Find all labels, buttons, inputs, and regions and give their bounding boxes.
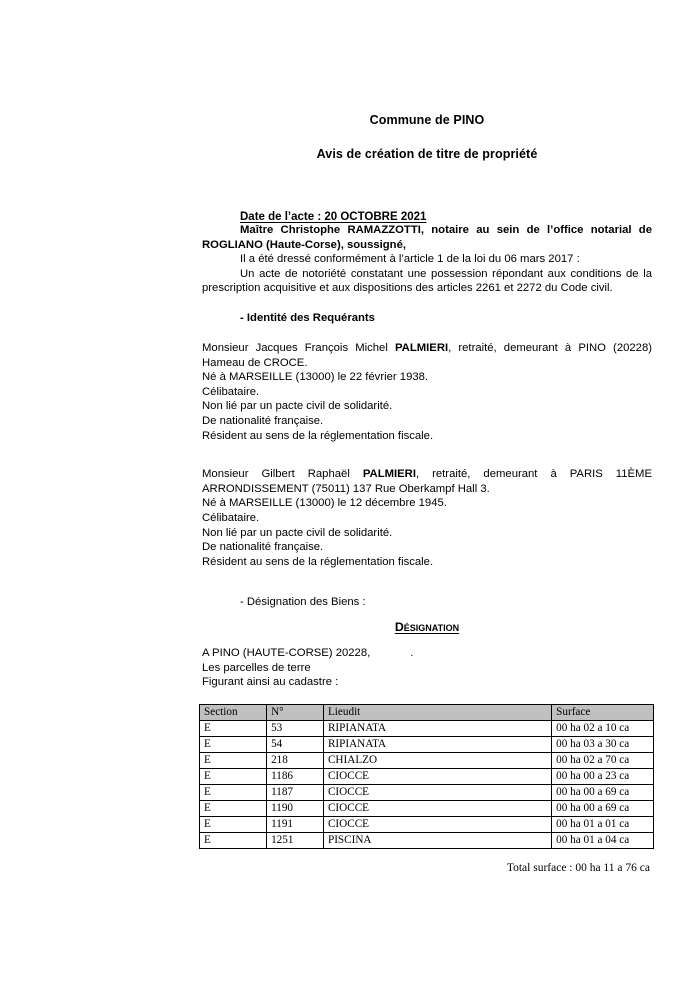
cell-section: E (200, 785, 267, 801)
acte-date-text: Date de l’acte : 20 OCTOBRE 2021 (240, 211, 427, 223)
document-content (202, 0, 652, 874)
requerant-1-identity (202, 341, 652, 370)
column-header-numero: N° (267, 705, 324, 721)
requerant-2-intro: Monsieur Gilbert Raphaël (202, 468, 363, 481)
cell-numero: 1186 (267, 769, 324, 785)
page-title-avis: Avis de création de titre de propriété (316, 147, 538, 161)
column-header-section: Section (200, 705, 267, 721)
column-header-lieudit: Lieudit (323, 705, 551, 721)
cadastre-table-wrapper (199, 704, 652, 849)
cell-section: E (200, 737, 267, 753)
table-header-row (200, 705, 654, 721)
requerant-1-surname: PALMIERI (394, 341, 449, 354)
requerant-1-details: , retraité, demeurant à PINO (20228) Hameau de CROCE. (202, 341, 652, 369)
cell-numero: 54 (267, 737, 324, 753)
requerant-2-line: De nationalité française. (202, 541, 324, 554)
requerant-2-line: Résident au sens de la réglementation fiscale. (202, 555, 434, 568)
designation-body (202, 646, 652, 690)
table-row (200, 737, 654, 753)
identite-requerants-heading: - Identité des Requérants (240, 311, 375, 324)
designation-heading-text: Désignation (394, 620, 460, 635)
table-row (200, 817, 654, 833)
requerant-1-line: Non lié par un pacte civil de solidarité. (202, 400, 393, 413)
cell-numero: 1187 (267, 785, 324, 801)
table-row (200, 769, 654, 785)
cell-lieudit: CHIALZO (323, 753, 551, 769)
table-row (200, 721, 654, 737)
cell-numero: 1190 (267, 801, 324, 817)
requerant-2-surname: PALMIERI (362, 468, 416, 481)
cell-surface: 00 ha 00 a 69 ca (552, 801, 654, 817)
designation-biens-label: - Désignation des Biens : (240, 596, 366, 609)
designation-location-line (202, 646, 652, 661)
cadastre-table-head (200, 705, 654, 721)
requerant-1-line: De nationalité française. (202, 414, 324, 427)
cell-numero: 1251 (267, 833, 324, 849)
column-header-surface: Surface (552, 705, 654, 721)
page-title-commune: Commune de PINO (369, 113, 485, 127)
requerant-2-identity (202, 467, 652, 496)
requerant-2-details: , retraité, demeurant à PARIS 11ÈME ARRONDISSEMENT (75011) 137 Rue Oberkampf Hall 3. (202, 468, 653, 495)
cell-numero: 1191 (267, 817, 324, 833)
designation-location-text: A PINO (HAUTE-CORSE) 20228, (202, 647, 371, 660)
cell-section: E (200, 801, 267, 817)
acte-notoriete-paragraph: Un acte de notoriété constatant une possession répondant aux conditions de la prescription acquisitive et aux dispositions des articles 2261 et 2272 du Code civil. (202, 267, 652, 295)
cell-surface: 00 ha 03 a 30 ca (552, 737, 654, 753)
requerant-2-line: Né à MARSEILLE (13000) le 12 décembre 1945. (202, 497, 447, 510)
notaire-paragraph: Maître Christophe RAMAZZOTTI, notaire au sein de l’office notarial de ROGLIANO (Haute-Corse), soussigné, (202, 224, 652, 251)
requerant-2-line: Célibataire. (202, 511, 260, 524)
cell-lieudit: PISCINA (323, 833, 551, 849)
cell-lieudit: CIOCCE (323, 801, 551, 817)
cell-lieudit: RIPIANATA (323, 721, 551, 737)
requerant-1-line: Célibataire. (202, 385, 260, 398)
cell-surface: 00 ha 00 a 69 ca (552, 785, 654, 801)
cadastre-table-body (200, 721, 654, 849)
requerant-block-1 (202, 341, 652, 443)
cell-section: E (200, 817, 267, 833)
cell-section: E (200, 769, 267, 785)
table-row (200, 833, 654, 849)
cell-section: E (200, 833, 267, 849)
cell-surface: 00 ha 02 a 10 ca (552, 721, 654, 737)
cell-numero: 53 (267, 721, 324, 737)
requerant-block-2 (202, 467, 652, 569)
cell-lieudit: RIPIANATA (323, 737, 551, 753)
designation-parcelles-line: Les parcelles de terre (202, 661, 311, 674)
requerant-1-line: Résident au sens de la réglementation fiscale. (202, 429, 434, 442)
table-row (200, 785, 654, 801)
cell-lieudit: CIOCCE (323, 785, 551, 801)
cell-lieudit: CIOCCE (323, 769, 551, 785)
cell-surface: 00 ha 02 a 70 ca (552, 753, 654, 769)
designation-cadastre-line: Figurant ainsi au cadastre : (202, 676, 339, 689)
requerant-1-intro: Monsieur Jacques François Michel (202, 341, 395, 354)
total-surface-line: Total surface : 00 ha 11 a 76 ca (506, 862, 650, 875)
requerant-2-line: Non lié par un pacte civil de solidarité. (202, 526, 393, 539)
designation-trailing-mark: . (410, 647, 414, 660)
table-row (200, 753, 654, 769)
cell-section: E (200, 721, 267, 737)
cell-surface: 00 ha 00 a 23 ca (552, 769, 654, 785)
cell-section: E (200, 753, 267, 769)
designation-heading (202, 620, 652, 634)
cell-lieudit: CIOCCE (323, 817, 551, 833)
cadastre-table (199, 704, 654, 849)
cell-numero: 218 (267, 753, 324, 769)
requerant-1-line: Né à MARSEILLE (13000) le 22 février 1938. (202, 371, 429, 384)
table-row (200, 801, 654, 817)
cell-surface: 00 ha 01 a 01 ca (552, 817, 654, 833)
acte-date-line (202, 211, 652, 223)
cell-surface: 00 ha 01 a 04 ca (552, 833, 654, 849)
dresse-paragraph: Il a été dressé conformément à l’article 1 de la loi du 06 mars 2017 : (240, 253, 580, 266)
